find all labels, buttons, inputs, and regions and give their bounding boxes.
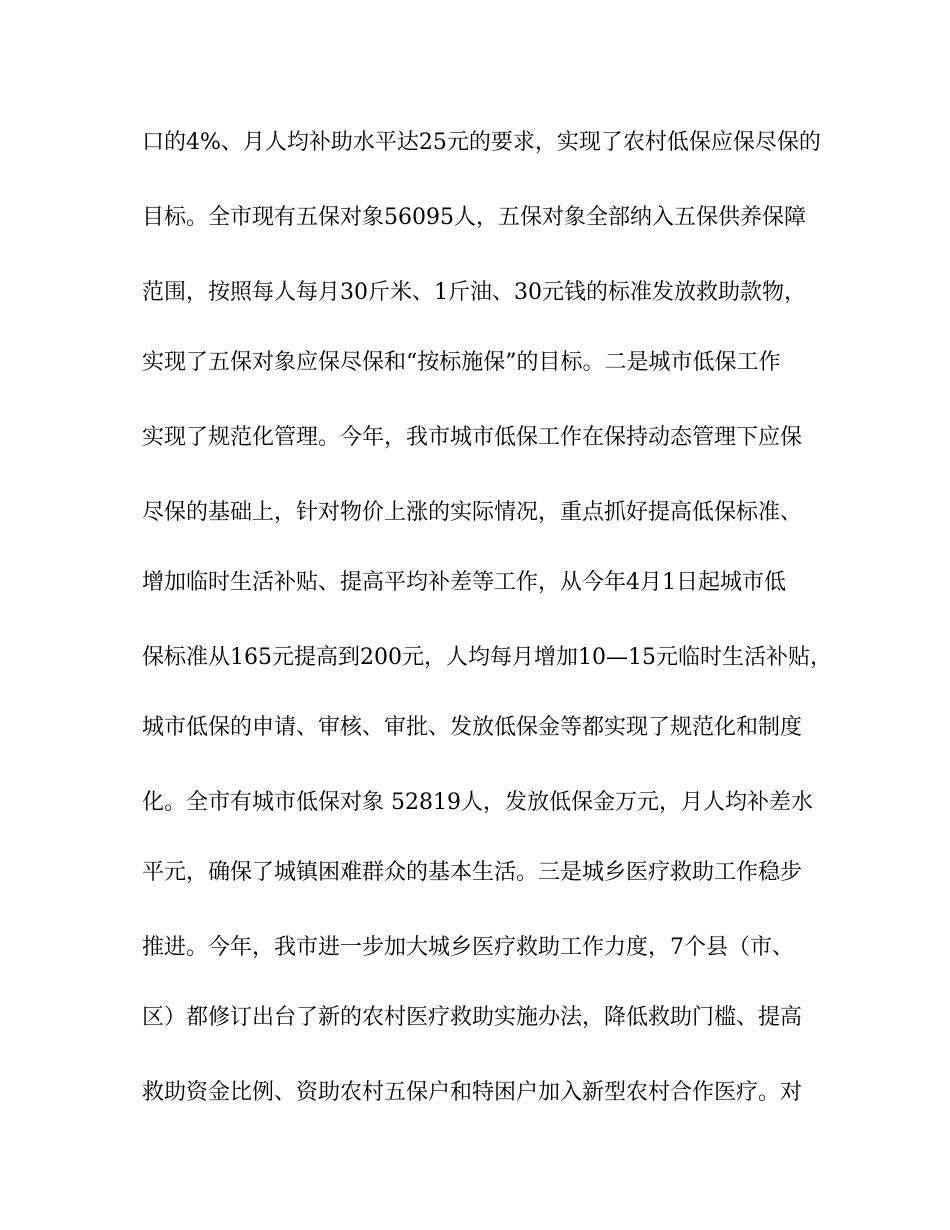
body-text-line: 区）都修订出台了新的农村医疗救助实施办法，降低救助门槛、提高 bbox=[142, 1005, 803, 1030]
body-text-line: 化。全市有城市低保对象 52819人，发放低保金万元，月人均补差水 bbox=[142, 790, 813, 815]
body-text-line: 口的4%、月人均补助水平达25元的要求，实现了农村低保应保尽保的 bbox=[142, 130, 821, 155]
body-text-line: 范围，按照每人每月30斤米、1斤油、30元钱的标准发放救助款物， bbox=[142, 280, 806, 305]
body-text-line: 目标。全市现有五保对象56095人，五保对象全部纳入五保供养保障 bbox=[142, 205, 806, 230]
body-text-line: 实现了规范化管理。今年，我市城市低保工作在保持动态管理下应保 bbox=[142, 425, 803, 450]
body-text-line: 实现了五保对象应保尽保和“按标施保”的目标。二是城市低保工作 bbox=[142, 350, 781, 375]
body-text-line: 城市低保的申请、审核、审批、发放低保金等都实现了规范化和制度 bbox=[142, 715, 803, 740]
body-text-line: 平元，确保了城镇困难群众的基本生活。三是城乡医疗救助工作稳步 bbox=[142, 860, 803, 885]
body-text-line: 尽保的基础上，针对物价上涨的实际情况，重点抓好提高低保标准、 bbox=[142, 500, 803, 525]
body-text-line: 增加临时生活补贴、提高平均补差等工作，从今年4月1日起城市低 bbox=[142, 570, 786, 595]
body-text-line: 保标准从165元提高到200元，人均每月增加10—15元临时生活补贴， bbox=[142, 645, 832, 670]
body-text-line: 救助资金比例、资助农村五保户和特困户加入新型农村合作医疗。对 bbox=[142, 1080, 803, 1105]
body-text-line: 推进。今年，我市进一步加大城乡医疗救助工作力度，7个县（市、 bbox=[142, 935, 794, 960]
